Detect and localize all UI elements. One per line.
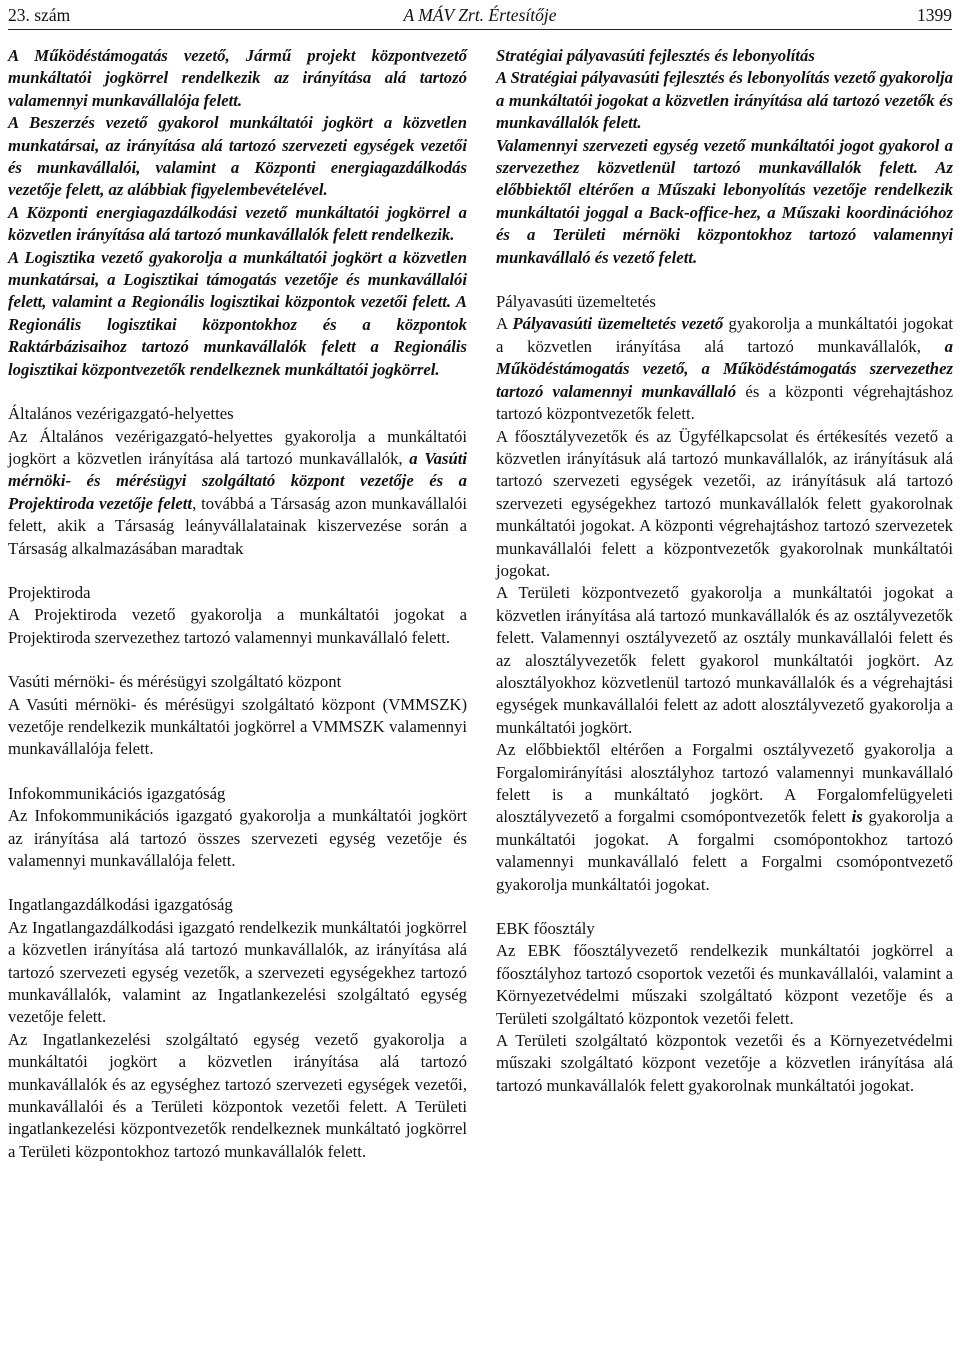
section-heading [8,894,467,916]
section-heading [8,783,467,805]
text-run: A Stratégiai pályavasúti fejlesztés és lebonyolítás vezető gyakorolja a munkáltatói jogokat a közvetlen irányítása alá tartozó vezetők és munkavállalók felett. [496,68,953,133]
right-column [496,45,953,1097]
emphasized-text: a Működéstámogatás vezető, a Működéstámogatás szervezethez tartozó valamennyi munkavállaló [496,336,953,401]
text-run: és a központi végrehajtáshoz tartozó központvezetők felett. [496,381,953,424]
text-run: Projektiroda [8,582,91,602]
paragraph [496,1030,953,1097]
text-run: EBK főosztály [496,919,595,939]
page-number: 1399 [917,5,952,25]
text-run: Az előbbiektől eltérően a Forgalmi osztályvezető gyakorolja a Forgalomirányítási alosztályhoz tartozó valamennyi munkavállaló felett is a munkáltató jogkört. A Forgalomfelügyeleti alosztályvezető a forgalmi csomópontvezetők felett [496,740,953,827]
text-run: A Vasúti mérnöki- és mérésügyi szolgáltató központ (VMMSZK) vezetője rendelkezik munkáltatói jogkörrel a VMMSZK valamennyi munkavállalója felett. [8,694,467,759]
publication-title: A MÁV Zrt. Értesítője [403,5,557,25]
text-run: A Központi energiagazdálkodási vezető munkáltatói jogkörrel a közvetlen irányítása alá tartozó munkavállalók felett rendelkezik. [8,202,467,245]
left-column [8,45,467,1163]
text-run: A Projektiroda vezető gyakorolja a munkáltatói jogokat a Projektiroda szervezethez tartozó valamennyi munkavállaló felett. [8,605,467,647]
text-run: Az Ingatlangazdálkodási igazgató rendelkezik munkáltatói jogkörrel a közvetlen irányítása alá tartozó munkavállalók, az irányítása alá tartozó szervezeti egység vezetők, a szervezeti egységekhez tartozó munkavállalók, valamint az Ingatlankezelési szolgáltató egység vezetője felett. [8,917,467,1027]
text-run: A [496,314,513,334]
text-run: A Működéstámogatás vezető, Jármű projekt központvezető munkáltatói jogkörrel rendelkezik az irányítása alá tartozó valamennyi munkavállalója felett. [8,46,467,110]
text-run: gyakorolja a munkáltatói jogokat a közvetlen irányítása alá tartozó munkavállalók, [496,314,953,356]
text-run: A főosztályvezetők és az Ügyfélkapcsolat és értékesítés vezető a közvetlen irányításuk alá tartozó munkavállalók, az irányításuk alá tartozó szervezeti egységek vezetői, az irányításuk alá tartozó szervezeti egységekhez tartozó munkavállalók felett gyakorolnak munkáltatói jogokat. A központi végrehajtáshoz tartozó szervezetek munkavállalói felett a központvezetők gyakorolnak munkáltatói jogokat. [496,426,953,580]
text-run: Általános vezérigazgató-helyettes [8,404,234,424]
text-run: Az Általános vezérigazgató-helyettes gyakorolja a munkáltatói jogkört a közvetlen irányítása alá tartozó munkavállalók, [8,426,467,468]
text-run: Az EBK főosztályvezető rendelkezik munkáltatói jogkörrel a főosztályhoz tartozó csoportok vezetői és munkavállalói, valamint a Környezetvédelmi műszaki szolgáltató központ vezetője és a Területi szolgáltató központok vezetői felett. [496,941,953,1028]
text-run: A Logisztika vezető gyakorolja a munkáltatói jogkört a közvetlen munkatársai, a Logisztikai támogatás vezetője és munkavállalói felett, valamint a Regionális logisztikai központok vezetői felett. A Regionális logisztikai központokhoz és a központok Raktárbázisaihoz tartozó munkavállalók felett a Regionális logisztikai központvezetők rendelkeznek munkáltatói jogkörrel. [8,247,467,379]
paragraph [8,247,467,381]
paragraph [496,135,953,269]
emphasized-text: is [851,807,863,827]
text-run: , továbbá a Társaság azon munkavállalói felett, akik a Társaság leányvállalatainak kiszervezése során a Társaság alkalmazásában maradtak [8,493,467,558]
text-run: Valamennyi szervezeti egység vezető munkáltatói jogot gyakorol a szervezethez közvetlenül tartozó munkavállalók felett. Az előbbiektől eltérően a Műszaki lebonyolítás vezetője rendelkezik munkáltatói joggal a Back-office-hez, a Műszaki koordinációhoz és a Területi mérnöki központokhoz tartozó valamennyi munkavállaló és vezető felett. [496,135,953,267]
section-heading [496,918,953,940]
section-heading [8,582,467,604]
issue-number: 23. szám [8,5,71,25]
text-run: Az Ingatlankezelési szolgáltató egység vezető gyakorolja a munkáltatói jogkört a közvetlen irányítása alá tartozó munkavállalók és az egységhez tartozó szervezeti egységek vezetői, munkavállalói és a Területi központok vezetői felett. A Területi ingatlankezelési központvezetők rendelkeznek munkáltató jogkörrel a Területi központokhoz tartozó munkavállalók felett. [8,1029,467,1161]
text-run: Ingatlangazdálkodási igazgatóság [8,895,233,915]
paragraph [496,739,953,896]
paragraph [8,1029,467,1163]
text-run: A Beszerzés vezető gyakorol munkáltatói jogkört a közvetlen munkatársai, az irányítása alá tartozó szervezeti egységek vezetői és munkavállalói, valamint a Központi energiagazdálkodás vezetője felett, az alábbiak figyelembevételével. [8,113,467,200]
paragraph [496,313,953,425]
paragraph [496,940,953,1030]
text-run: Stratégiai pályavasúti fejlesztés és lebonyolítás [496,46,815,65]
paragraph [496,426,953,583]
text-run: gyakorolja a munkáltatói jogokat. A forgalmi csomópontokhoz tartozó valamennyi munkavállaló felett a Forgalmi csomópontvezető gyakorolja munkáltatói jogokat. [496,807,953,894]
paragraph [8,917,467,1029]
text-run: Pályavasúti üzemeltetés [496,292,656,312]
paragraph [8,202,467,247]
section-heading [496,291,953,313]
text-run: A Területi központvezető gyakorolja a munkáltatói jogokat a közvetlen irányítása alá tartozó munkavállalók és az osztályvezetők felett. Valamennyi osztályvezető az osztály munkavállalói felett és az alosztályvezetők felett gyakorol munkáltatói jogkört. Az alosztályokhoz közvetlenül tartozó munkavállalók és a végrehajtási egységek munkavállalói felett az adott alosztályvezető gyakorolja a munkáltatói jogkört. [496,583,953,737]
section-heading [8,671,467,693]
paragraph [496,45,953,67]
text-run: Vasúti mérnöki- és mérésügyi szolgáltató központ [8,672,342,692]
section-heading [8,403,467,425]
text-run: Az Infokommunikációs igazgató gyakorolja a munkáltatói jogkört az irányítása alá tartozó összes szervezeti egység vezetője és valamennyi munkavállalója felett. [8,806,467,870]
paragraph [8,604,467,649]
paragraph [8,694,467,761]
paragraph [8,45,467,112]
text-run: A Területi szolgáltató központok vezetői és a Környezetvédelmi műszaki szolgáltató központ vezetője a közvetlen irányítása alá tartozó munkavállalók felett gyakorolnak munkáltatói jogokat. [496,1031,953,1095]
text-run: Infokommunikációs igazgatóság [8,783,226,803]
paragraph [8,805,467,872]
paragraph [496,582,953,739]
paragraph [8,426,467,560]
header-rule [8,29,952,30]
running-header [8,2,952,28]
emphasized-text: Pályavasúti üzemeltetés vezető [512,314,724,334]
emphasized-text: a Vasúti mérnöki- és mérésügyi szolgáltató központ vezetője és a Projektiroda vezetője felett [8,448,467,513]
paragraph [496,67,953,134]
paragraph [8,112,467,202]
